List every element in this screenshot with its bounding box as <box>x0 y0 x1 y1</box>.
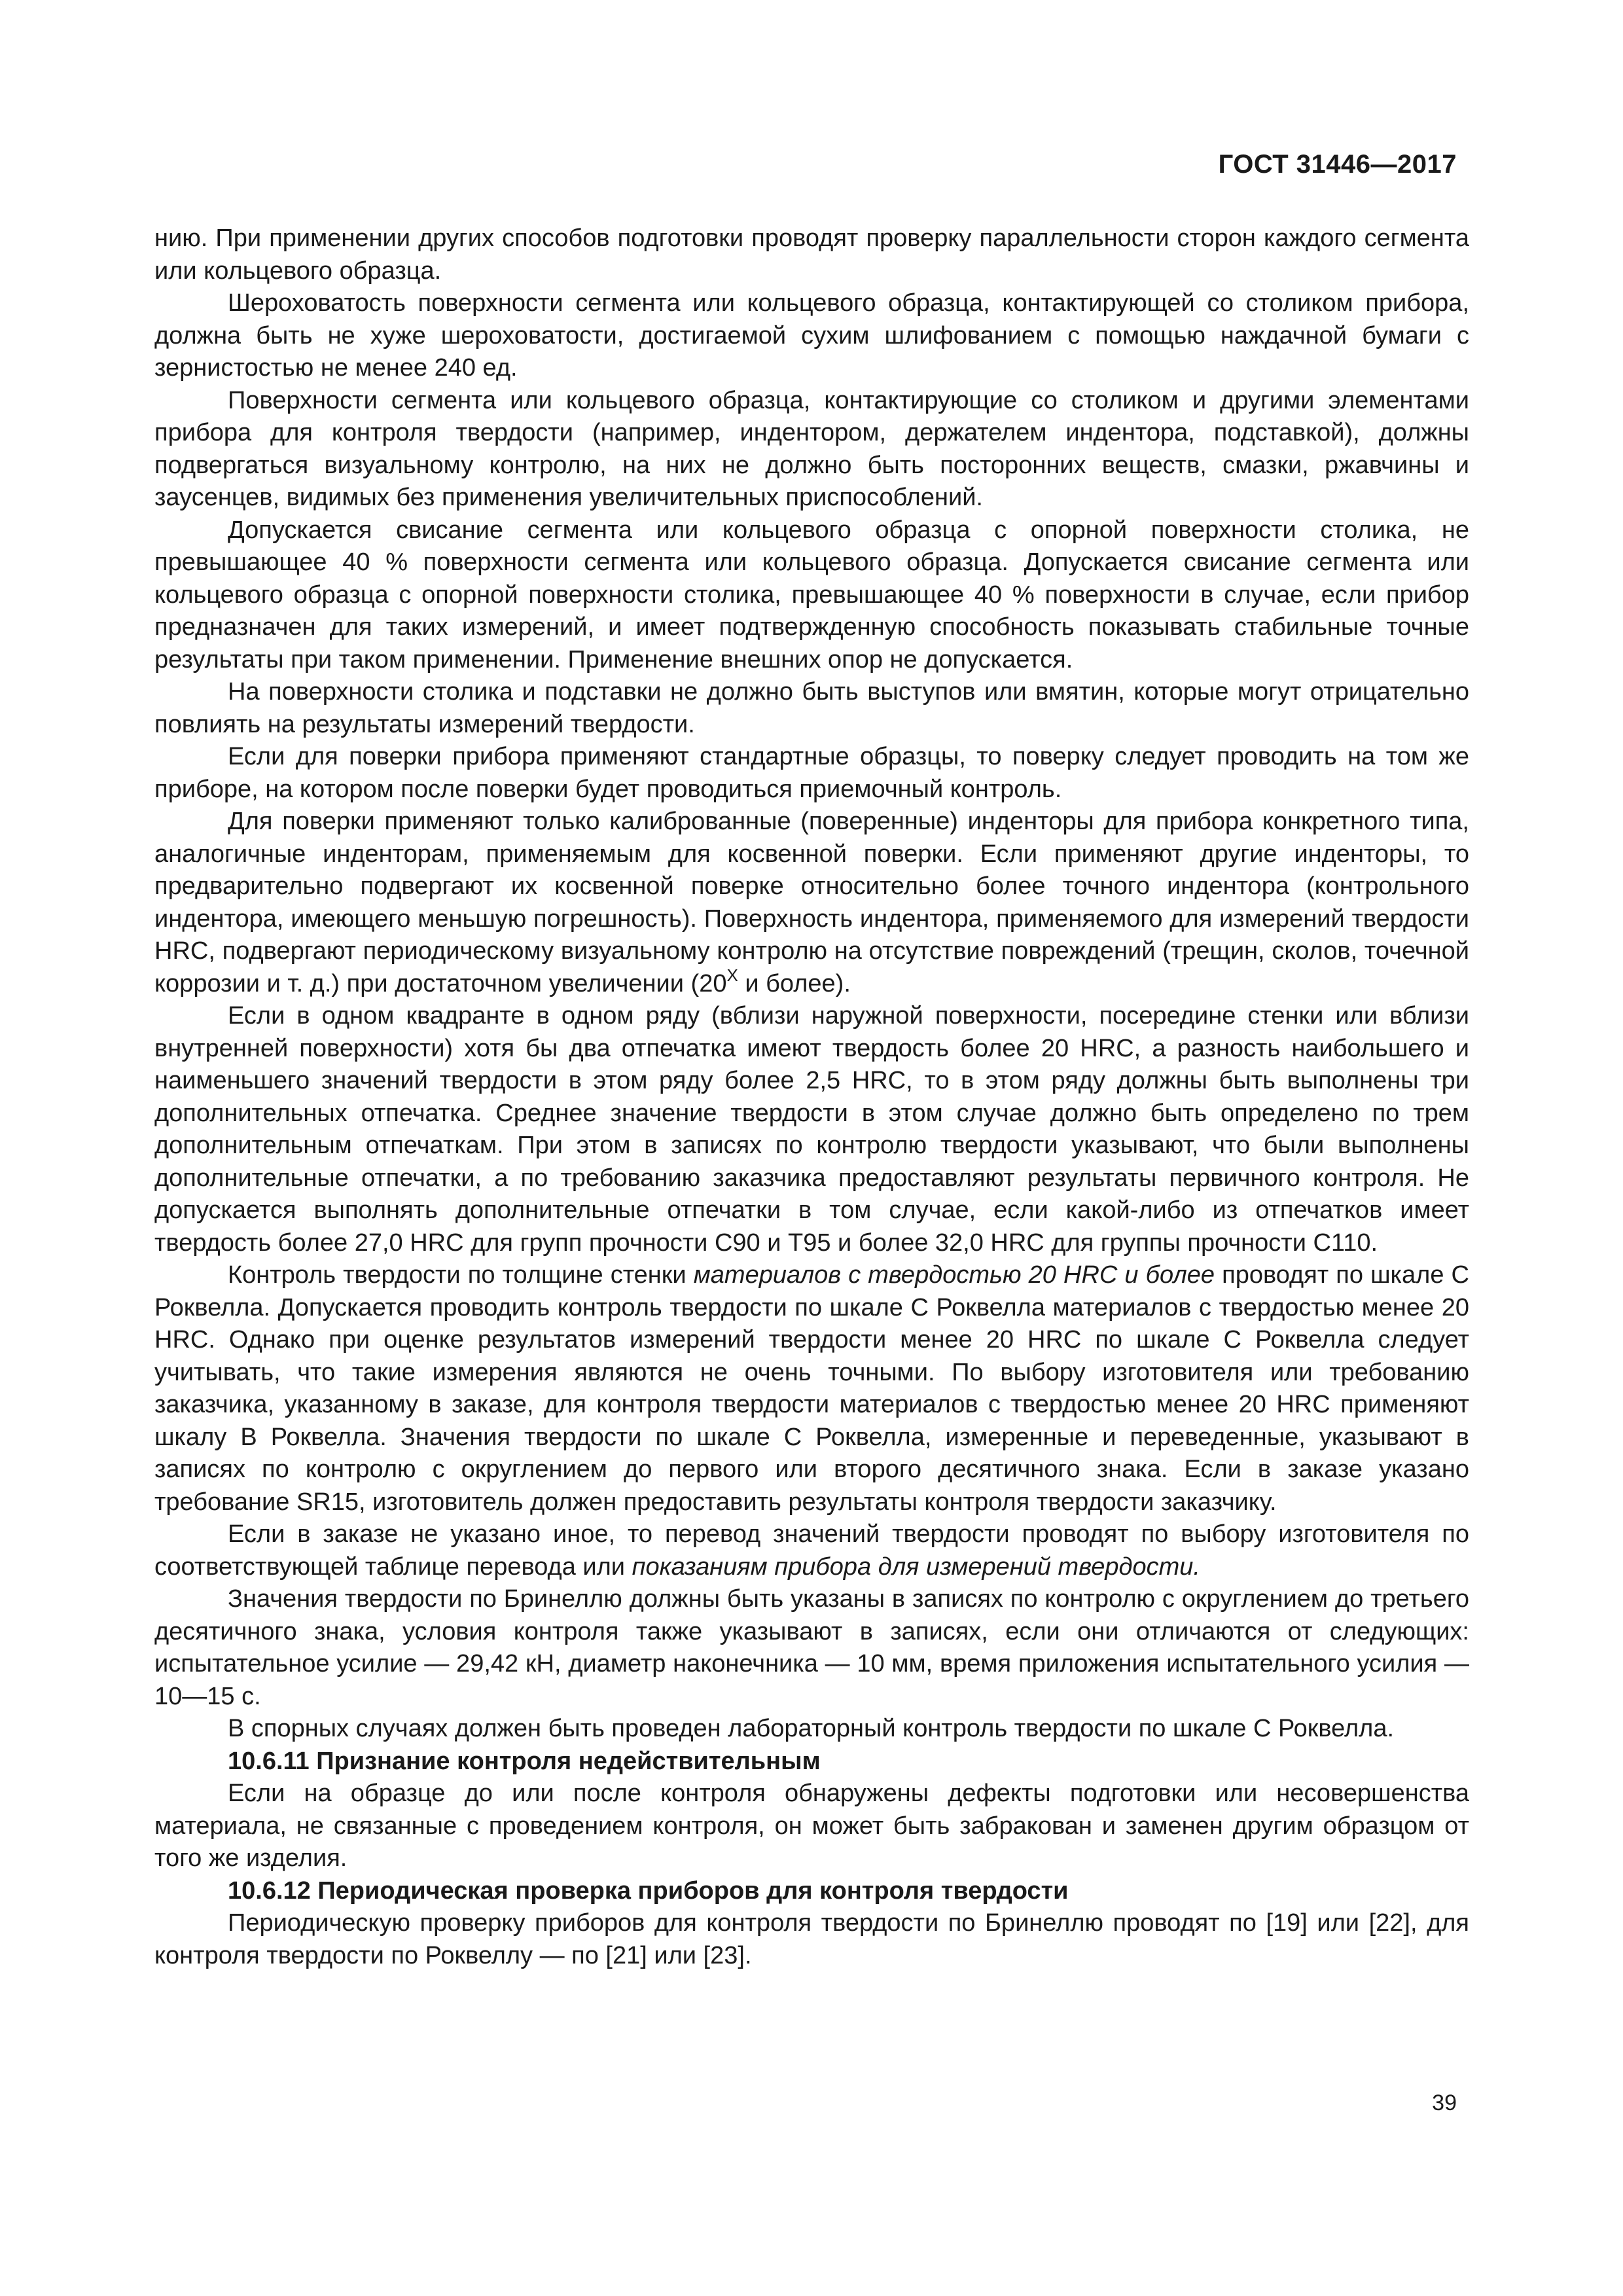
document-body <box>154 223 1469 1972</box>
paragraph-indenter <box>154 806 1469 1000</box>
paragraph: нию. При применении других способов подготовки проводят проверку параллельности сторон каждого сегмента или кольцевого образца. <box>154 224 1469 285</box>
paragraph: Периодическую проверку приборов для контроля твердости по Бринеллю проводят по [19] или [22], для контроля твердости по Роквеллу — по [21] или [23]. <box>154 1909 1469 1969</box>
document-header: ГОСТ 31446—2017 <box>1218 150 1457 179</box>
paragraph-wall-thickness <box>154 1259 1469 1518</box>
text-run: проводят по шкале С Роквелла. Допускается проводить контроль твердости по шкале С Роквелла материалов с твердостью менее 20 HRC. Однако при оценке результатов измерений твердости менее 20 HRC по шкале С Роквелла следует учитывать, что такие измерения являются не очень точными. По выбору изготовителя или требованию заказчика, указанному в заказе, для контроля твердости материалов с твердостью менее 20 HRC применяют шкалу В Роквелла. Значения твердости по шкале С Роквелла, измеренные и переведенные, указывают в записях по контролю с округлением до первого или второго десятичного знака. Если в заказе указано требование SR15, изготовитель должен предоставить результаты контроля твердости заказчику. <box>154 1261 1469 1516</box>
text-run: Для поверки применяют только калиброванные (поверенные) инденторы для прибора конкретного типа, аналогичные инденторам, применяемым для косвенной поверки. Если применяют другие инденторы, то предварительно подвергают их косвенной поверке относительно более точного индентора (контрольного индентора, имеющего меньшую погрешность). Поверхность индентора, применяемого для измерений твердости HRC, подвергают периодическому визуальному контролю на отсутствие повреждений (трещин, сколов, точечной коррозии и т. д.) при достаточном увеличении (20 <box>154 808 1469 997</box>
page-number: 39 <box>1432 2090 1457 2115</box>
paragraph-dispute: В спорных случаях должен быть проведен лабораторный контроль твердости по шкале С Роквелла. <box>228 1715 1395 1742</box>
paragraph-quadrant: Если в одном квадранте в одном ряду (вблизи наружной поверхности, посередине стенки или вблизи внутренней поверхности) хотя бы два отпечатка имеют твердость более 20 HRC, а разность наибольшего и наименьшего значений твердости в этом ряду более 2,5 HRC, то в этом ряду должны быть выполнены три дополнительных отпечатка. Среднее значение твердости в этом случае должно быть определено по трем дополнительным отпечаткам. При этом в записях по контролю твердости указывают, что были выполнены дополнительные отпечатки, а по требованию заказчика предоставляют результаты первичного контроля. Не допускается выполнять дополнительные отпечатки в том случае, если какой-либо из отпечатков имеет твердость более 27,0 HRC для групп прочности C90 и T95 и более 32,0 HRC для группы прочности C110. <box>154 1002 1469 1257</box>
paragraph: Шероховатость поверхности сегмента или кольцевого образца, контактирующей со столиком прибора, должна быть не хуже шероховатости, достигаемой сухим шлифованием с помощью наждачной бумаги с зернистостью не менее 240 ед. <box>154 289 1469 382</box>
emphasis: показаниям прибора для измерений твердости. <box>632 1552 1200 1581</box>
text-run: Если в заказе не указано иное, то перевод значений твердости проводят по выбору изготовителя по соответствующей таблице перевода или <box>154 1520 1469 1581</box>
paragraph: Допускается свисание сегмента или кольцевого образца с опорной поверхности столика, не превышающее 40 % поверхности сегмента или кольцевого образца. Допускается свисание сегмента или кольцевого образца с опорной поверхности столика, превышающее 40 % поверхности в случае, если прибор предназначен для таких измерений, и имеет подтвержденную способность показывать стабильные точные результаты при таком применении. Применение внешних опор не допускается. <box>154 516 1469 673</box>
emphasis: материалов с твердостью 20 HRC и более <box>693 1261 1215 1289</box>
superscript: Х <box>726 965 738 985</box>
section-heading-10-6-11: 10.6.11 Признание контроля недействительным <box>228 1747 821 1775</box>
paragraph: Если на образце до или после контроля обнаружены дефекты подготовки или несовершенства материала, не связанные с проведением контроля, он может быть забракован и заменен другим образцом от того же изделия. <box>154 1780 1469 1872</box>
paragraph-conversion <box>154 1518 1469 1583</box>
paragraph-brinell: Значения твердости по Бринеллю должны быть указаны в записях по контролю с округлением до третьего десятичного знака, условия контроля также указывают в записях, если они отличаются от следующих: испытательное усилие — 29,42 кН, диаметр наконечника — 10 мм, время приложения испытательного усилия — 10—15 с. <box>154 1585 1469 1710</box>
paragraph: Если для поверки прибора применяют стандартные образцы, то поверку следует проводить на том же приборе, на котором после поверки будет проводиться приемочный контроль. <box>154 743 1469 803</box>
paragraph: На поверхности столика и подставки не должно быть выступов или вмятин, которые могут отрицательно повлиять на результаты измерений твердости. <box>154 678 1469 738</box>
paragraph: Поверхности сегмента или кольцевого образца, контактирующие со столиком и другими элементами прибора для контроля твердости (например, индентором, держателем индентора, подставкой), должны подвергаться визуальному контролю, на них не должно быть посторонних веществ, смазки, ржавчины и заусенцев, видимых без применения увеличительных приспособлений. <box>154 386 1469 511</box>
text-run: и более). <box>738 969 851 997</box>
text-run: Контроль твердости по толщине стенки <box>228 1261 694 1289</box>
section-heading-10-6-12: 10.6.12 Периодическая проверка приборов для контроля твердости <box>228 1876 1069 1905</box>
